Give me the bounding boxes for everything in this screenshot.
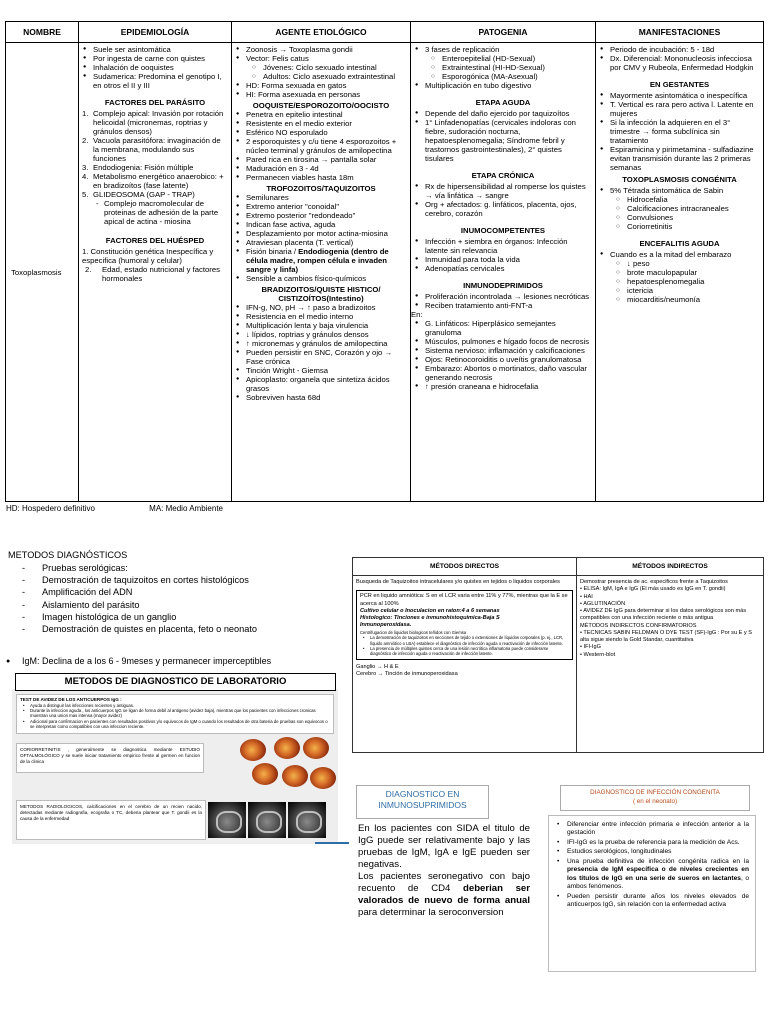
header-agente: AGENTE ETIOLÓGICO	[232, 22, 411, 43]
directos-intro: Busqueda de Taquizoitos intracelulares y/o quistes en tejidos o liquidos corporales	[356, 579, 560, 585]
indirectos-line: Demostrar presencia de ac. especificos frente a Taquizoitos	[580, 579, 728, 585]
section-title: FACTORES DEL PARÁSITO	[104, 98, 206, 107]
list-item: ● HD: Forma sexuada en gatos	[235, 81, 407, 90]
en-label: En:	[411, 310, 423, 319]
indirectos-line: • AGLUTINACIÓN	[580, 600, 626, 607]
list-item: ● Adenopatías cervicales	[414, 264, 592, 273]
indirectos-line: • IFI-IgG	[580, 644, 601, 651]
header-nombre: NOMBRE	[6, 22, 79, 43]
item-number: 4.	[82, 172, 89, 181]
list-item	[235, 247, 407, 274]
list-item: ● Rx de hipersensibilidad al romperse los quistes → vía linfática → sangre	[414, 182, 592, 200]
list-item: ● Zoonosis → Toxoplasma gondii	[235, 45, 407, 54]
avidez-box	[16, 694, 334, 734]
list-item: ● ↑ presión craneana e hidrocefalia	[414, 382, 592, 391]
list-item: ● Periodo de incubación: 5 - 18d	[599, 45, 760, 54]
fision-text: Fisión binaria /	[246, 247, 299, 256]
list-item: - Pruebas serológicas:	[8, 562, 338, 574]
list-item	[82, 109, 228, 136]
list-item	[82, 172, 228, 190]
list-item: • IFI-IgG es la prueba de referencia para la medición de Acs.	[553, 839, 749, 847]
item-text: GLIDEOSOMA (GAP - TRAP)	[93, 190, 195, 199]
item-text: Complejo apical: Invasión por rotación helicoidal (micronemas, roptrias y gránulos densos)	[93, 109, 224, 136]
indirectos-line: • ELISA: IgM, IgA e IgG (El más usado es IgG en T. gondii)	[580, 586, 726, 593]
list-item: ○ ictericia	[599, 286, 760, 295]
section-title: ENCEFALITIS AGUDA	[639, 239, 720, 248]
list-item: ● Atraviesan placenta (T. vertical)	[235, 238, 407, 247]
list-item: ○ Enteroepitelial (HD-Sexual)	[414, 54, 592, 63]
list-item: ● Sensible a cambios físico-químicos	[235, 274, 407, 283]
header-manifestaciones: MANIFESTACIONES	[596, 22, 764, 43]
title-line: DIAGNOSTICO EN	[385, 789, 460, 799]
list-item: - Imagen histológica de un ganglio	[8, 611, 338, 623]
inmunosuprimidos-title	[356, 785, 489, 819]
cell-manifestaciones	[596, 43, 764, 502]
list-item: ● Vector: Felis catus	[235, 54, 407, 63]
list-item: • Durante la infeccion aguda , los anticuerpos IgG se ligan de forma debil al antigeno (avidez baja), mientras que los pacientes con infecciones cronicas muestran una union mas intensa (mayor avidez)	[20, 708, 330, 719]
list-item: ○ Adultos: Ciclo asexuado extraintestinal	[235, 72, 407, 81]
cultivo-text: Cultivo celular o Inoculacion en raton:4 a 6 semanas	[360, 607, 500, 614]
list-item: • Pueden persistir durante años los niveles elevados de anticuerpos IgG, sin relación con la enfermedad activa	[553, 893, 749, 910]
cell-epidemiologia	[79, 43, 232, 502]
list-item: - Amplificación del ADN	[8, 586, 338, 598]
list-item: ● Reciben tratamiento anti-FNT-a	[414, 301, 592, 310]
table-header-row	[353, 558, 764, 576]
text-span: , o ambos fenómenos.	[567, 874, 749, 891]
list-item: ● G. Linfáticos: Hiperplásico semejantes granuloma	[414, 319, 592, 337]
list-item: ○ brote maculopapular	[599, 268, 760, 277]
list-item: ○ Jóvenes: Ciclo sexuado intestinal	[235, 63, 407, 72]
avidez-title: TEST DE AVIDEZ DE LOS ANTICUERPOS IgG :	[20, 697, 122, 702]
fision-bold-text: Endodiogenia (dentro de célula madre, rompen célula e invaden sangre y linfa)	[246, 247, 389, 274]
header-epidemiologia: EPIDEMIOLOGÍA	[79, 22, 232, 43]
table-row	[6, 43, 764, 502]
list-item: ● Extremo anterior "conoidal"	[235, 202, 407, 211]
section-title: BRADIZOITOS/QUISTE HISTICO/ CISTIZOÍTOS(Intestino)	[261, 285, 381, 303]
pcr-text: PCR en liquido amniótica: S en el LCR varia entre 11% y 77%, mientras que la E se acerca al 100%	[360, 593, 568, 607]
list-item	[553, 858, 749, 892]
list-item: ● Sistema nervioso: inflamación y calcificaciones	[414, 346, 592, 355]
section-title: INUMOCOMPETENTES	[460, 226, 546, 235]
text-span: Los pacientes seronegativo con bajo recuento de CD4	[358, 870, 530, 894]
footnote-ma: MA: Medio Ambiente	[149, 504, 223, 513]
fundus-image	[310, 767, 336, 789]
list-item: ● Por ingesta de carne con quistes	[82, 54, 228, 63]
huesped-text: 1. Constitución genética Inespecífica y especifica (humoral y celular)	[82, 247, 214, 265]
item-text: Edad, estado nutricional y factores hormonales	[102, 265, 220, 283]
cell-patogenia	[411, 43, 596, 502]
list-item: ● 2 esporoquistes y c/u tiene 4 esporozoitos + núcleo terminal y gránulos de amilopectina	[235, 137, 407, 155]
list-item: ● Resistente en el medio exterior	[235, 119, 407, 128]
bold-span: deberian ser valorados de nuevo de forma anual	[358, 882, 530, 906]
list-item: ● Mayormente asintomática o inespecífica	[599, 91, 760, 100]
indirectos-line: • AVIDEZ DE IgG para determinar si los datos serológicos son más compatibles con una infección reciente o más antigua	[580, 608, 747, 622]
radiologicos-box: METODOS RADIOLOGICOS, calcificaciones en el cerebro de un recien nacido, detectadas mediante radiografia, ecografia o TC, deberia plantear que T. gondii es la causa de la enfermedad	[16, 800, 206, 840]
list-item: ● Permanecen viables hasta 18m	[235, 173, 407, 182]
title-line: DIAGNOSTICO DE INFECCIÓN CONGENITA	[590, 789, 720, 796]
list-item: • La demostración de taquizoitos en secciones de tejido o extensiones de líquidos corporales (p. ej., LCR, líquido amniótico o LBA) establece el diagnóstico de infección aguda o reactivación de infección latente.	[360, 635, 569, 646]
list-item: ● Extremo posterior "redondeado"	[235, 211, 407, 220]
list-item: ● Sobreviven hasta 68d	[235, 393, 407, 402]
list-item: ○ Extraintestinal (HI-HD-Sexual)	[414, 63, 592, 72]
list-item: ● Desplazamiento por motor actina-miosina	[235, 229, 407, 238]
inmunoperoxidasa-text: Inmunoperoxidasa.	[360, 622, 412, 629]
list-item: • La presencia de múltiples quistes cerca de una lesión necrótica inflamatoria puede considerarse diagnóstico de infección aguda o reactivación de infección latente.	[360, 646, 569, 657]
indirectos-line: • Western-blot	[580, 651, 616, 658]
coriorretinitis-box: CORIORRETINITIS , generalmente se diagnostica mediante ESTUDIO OFTALMOLÓGICO y se suele iniciar tratamiento empirico frente al germen en funcion de la clinica	[16, 743, 204, 773]
list-item: • Estudios serológicos, longitudinales	[553, 848, 749, 856]
list-item: ● Pared rica en tirosina → pantalla solar	[235, 155, 407, 164]
lab-diagnostic-panel	[12, 673, 338, 843]
list-item: ● 5% Tétrada sintomática de Sabin	[599, 186, 760, 195]
list-item	[82, 190, 228, 199]
list-item: - Complejo macromolecular de proteinas de adhesión de la parte apical de actina - miosina	[82, 199, 228, 226]
section-title: ETAPA AGUDA	[475, 98, 531, 107]
list-item: ● Proliferación incontrolada → lesiones necróticas	[414, 292, 592, 301]
list-item: ● Depende del daño ejercido por taquizoítos	[414, 109, 592, 118]
ct-scan-image	[288, 802, 326, 838]
igm-note: ● IgM: Declina de a los 6 - 9meses y permanecer imperceptibles	[22, 656, 271, 666]
list-item: ● Si la infección la adquieren en el 3° trimestre → forma subclínica sin tratamiento	[599, 118, 760, 145]
list-item: ● Esférico NO esporulado	[235, 128, 407, 137]
ct-scan-image	[248, 802, 286, 838]
list-item: ● Penetra en epitelio intestinal	[235, 110, 407, 119]
fundus-image	[274, 737, 300, 759]
text-span: para determinar la seroconversion	[358, 906, 504, 918]
list-item: ● Tinción Wright - Giemsa	[235, 366, 407, 375]
section-title: EN GESTANTES	[649, 80, 710, 89]
list-item: ● Semilunares	[235, 193, 407, 202]
section-title: FACTORES DEL HUÉSPED	[105, 236, 205, 245]
item-number: 1.	[82, 109, 89, 118]
list-item: ● Pueden persistir en SNC, Corazón y ojo → Fase crónica	[235, 348, 407, 366]
metodos-title: METODOS DIAGNÓSTICOS	[8, 550, 128, 560]
list-item: - Demostración de quistes en placenta, feto o neonato	[8, 623, 338, 635]
fundus-image	[303, 737, 329, 759]
list-item: ● Sudamerica: Predomina el genotipo I, en otros el II y III	[82, 72, 228, 90]
cerebro-text: Cerebro → Tinción de inmunoperoxidasa	[356, 671, 458, 678]
list-item: 2. Edad, estado nutricional y factores hormonales	[82, 265, 228, 283]
header-patogenia: PATOGENIA	[411, 22, 596, 43]
list-item: ● Indican fase activa, aguda	[235, 220, 407, 229]
list-item: - Aislamiento del parásito	[8, 599, 338, 611]
list-item	[82, 136, 228, 163]
indirectos-line: • TECNICAS SABIN FELDMAN O DYE TEST (SF)-IgG : Por su E y S alta sigue siendo la Gold Standar, cuantitativa	[580, 629, 752, 644]
section-title: TOXOPLASMOSIS CONGÉNITA	[622, 175, 737, 184]
histologico-text: Histologico: Tinciones e inmunohistoquimica-Baja S	[360, 615, 500, 622]
direct-indirect-methods-table	[352, 557, 764, 753]
centrifugacion-text: Centrifugacion de liquidos biologicos teñidos con Giemsa	[360, 629, 467, 635]
item-number: 2.	[82, 136, 89, 145]
item-text: Endodiogenia: Fisión múltiple	[93, 163, 194, 172]
fundus-image	[240, 739, 266, 761]
lab-title: METODOS DE DIAGNOSTICO DE LABORATORIO	[15, 673, 336, 691]
list-item: ○ Coriorretinitis	[599, 222, 760, 231]
list-item: - Demostración de taquizoitos en cortes histológicos	[8, 574, 338, 586]
list-item: • Ayuda a distinguir las infecciones recientes y antiguas.	[20, 703, 330, 708]
list-item: ● Inhalación de ooquistes	[82, 63, 228, 72]
list-item: ● HI: Forma asexuada en personas	[235, 90, 407, 99]
title-line: INMUNOSUPRIMIDOS	[378, 800, 467, 811]
list-item: ● 1° Linfadenopatías (cervicales indoloras con fiebre, sudoración nocturna, hepatoesplenomegalia; Síndrome febril y trastornos gastrointestinales), 2° quistes tisulares	[414, 118, 592, 163]
section-title: INMUNODEPRIMIDOS	[463, 281, 543, 290]
cell-directos	[353, 576, 577, 753]
header-indirectos: MÉTODOS INDIRECTOS	[577, 558, 764, 576]
toxoplasmosis-table	[5, 21, 764, 502]
list-item: ● Multiplicación lenta y baja virulencia	[235, 321, 407, 330]
congenita-title	[560, 785, 750, 811]
section-title: ETAPA CRÓNICA	[471, 171, 535, 180]
list-item: ○ Esporogónica (MA-Asexual)	[414, 72, 592, 81]
indirectos-line: • HAI	[580, 593, 593, 600]
footnote-hd: HD: Hospedero definitivo	[6, 504, 95, 513]
indirectos-line: MÉTODOS INDIRECTOS CONFIRMATORIOS	[580, 622, 697, 629]
item-text: Vacuola parasitófora: invaginación de la membrana, modulando sus funciones	[93, 136, 221, 163]
item-number: 3.	[82, 163, 89, 172]
list-item: ● ↑ micronemas y gránulos de amilopectina	[235, 339, 407, 348]
list-item: ● Espiramicina y pirimetamina - sulfadiazine evitan transmisión durante las 2 primeras semanas	[599, 145, 760, 172]
bold-span: presencia de IgM específica o de niveles crecientes en los títulos de IgG en una serie de sueros en lactantes	[567, 866, 749, 882]
cell-agente	[232, 43, 411, 502]
inmunosuprimidos-text	[358, 823, 530, 919]
list-item: ○ Hidrocefalia	[599, 195, 760, 204]
fundus-image	[282, 765, 308, 787]
directos-detail-box	[356, 590, 573, 660]
table-row	[353, 576, 764, 753]
list-item: ● Cuando es a la mitad del embarazo	[599, 250, 760, 259]
list-item: ● T. Vertical es rara pero activa l. Latente en mujeres	[599, 100, 760, 118]
title-line: ( en el neonato)	[632, 797, 678, 805]
cell-nombre: Toxoplasmosis	[6, 43, 79, 502]
cell-indirectos	[577, 576, 764, 753]
list-item: ○ ↓ peso	[599, 259, 760, 268]
section-title: OOQUISTE/ESPOROZOITO/OOCISTO	[252, 101, 390, 110]
list-item: • Adicional para confirmacion en pacientes con resultados positivos y/o equivocos de IgM o cuando los resultados de otra bateria de pruebas son equivocos o se interpretan como compatibles con una infeccion reciente.	[20, 719, 330, 730]
table-header-row	[6, 22, 764, 43]
footnote	[6, 504, 386, 513]
list-item: ● Org + afectados: g. linfáticos, placenta, ojos, cerebro, corazón	[414, 200, 592, 218]
ct-scan-image	[208, 802, 246, 838]
list-item: ● Apicoplasto: organela que sintetiza ácidos grasos	[235, 375, 407, 393]
congenita-box	[548, 815, 756, 972]
list-item: ● Maduración en 3 - 4d	[235, 164, 407, 173]
paragraph: En los pacientes con SIDA el titulo de IgG puede ser relativamente bajo y las pruebas de IgM, IgA e IgE pueden ser negativas.	[358, 823, 530, 870]
list-item: ○ Calcificaciones intracraneales	[599, 204, 760, 213]
section-title: TROFOZOITOS/TAQUIZOITOS	[266, 184, 376, 193]
list-item: • Diferenciar entre infección primaria e infección anterior a la gestación	[553, 821, 749, 838]
list-item: ○ miocarditis/neumonía	[599, 295, 760, 304]
list-item: ● Suele ser asintomática	[82, 45, 228, 54]
lab-panel-body	[12, 689, 338, 844]
metodos-diagnosticos	[8, 549, 338, 635]
text-span: Una prueba definitiva de infección congénita radica en la	[567, 857, 749, 865]
list-item: ● IFN-g, NO, pH → ↑ paso a bradizoitos	[235, 303, 407, 312]
header-directos: MÉTODOS DIRECTOS	[353, 558, 577, 576]
list-item: ● Infección + siembra en órganos: Infección latente sin relevancia	[414, 237, 592, 255]
list-item: ● Embarazo: Abortos o mortinatos, daño vascular generando necrosis	[414, 364, 592, 382]
item-number: 5.	[82, 190, 89, 199]
ganglio-text: Ganglio → H & E	[356, 663, 399, 670]
list-item	[82, 163, 228, 172]
list-item: ● Ojos: Retinocoroiditis o uveítis granulomatosa	[414, 355, 592, 364]
connector-line	[315, 842, 349, 844]
paragraph	[358, 871, 530, 919]
list-item: ● 3 fases de replicación	[414, 45, 592, 54]
list-item: ● Dx. Diferencial: Mononucleosis infecciosa por CMV y Rubeola, Enfermedad Hodgkin	[599, 54, 760, 72]
list-item: ● Multiplicación en tubo digestivo	[414, 81, 592, 90]
list-item: ○ Convulsiones	[599, 213, 760, 222]
list-item: ● Inmunidad para toda la vida	[414, 255, 592, 264]
list-item: ● Músculos, pulmones e hígado focos de necrosis	[414, 337, 592, 346]
list-item: ● ↓ lípidos, roptrias y gránulos densos	[235, 330, 407, 339]
item-text: Metabolismo energético anaerobico: + en bradizoítos (fase latente)	[93, 172, 224, 190]
fundus-image	[252, 763, 278, 785]
list-item: ● Resistencia en el medio interno	[235, 312, 407, 321]
list-item: ○ hepatoesplenomegalia	[599, 277, 760, 286]
